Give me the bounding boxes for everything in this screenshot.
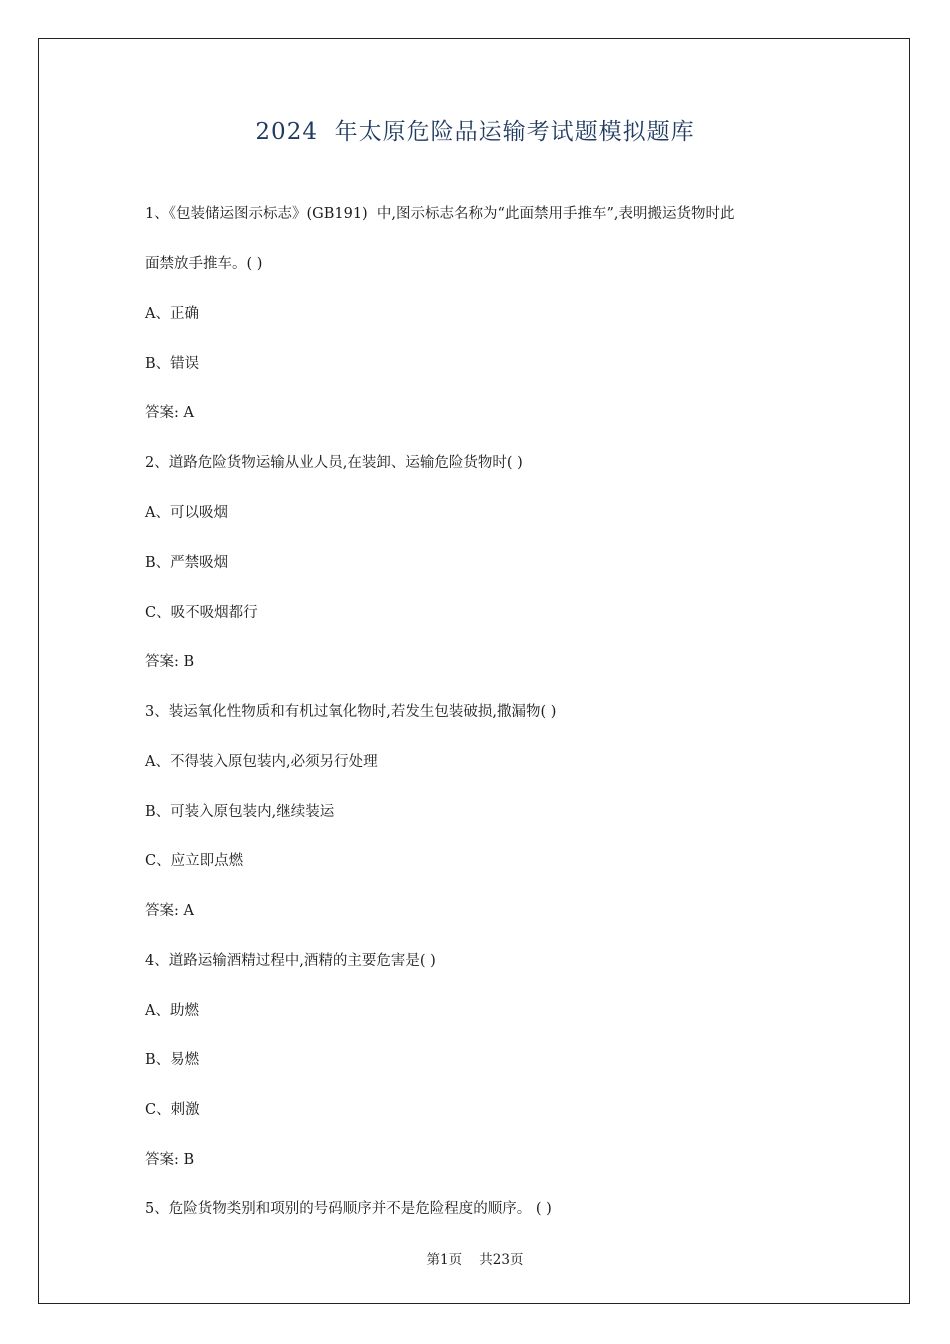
question-3-option-c: C、应立即点燃: [145, 853, 244, 869]
question-4-answer: 答案: B: [145, 1152, 195, 1168]
question-3-text: 3、装运氧化性物质和有机过氧化物时,若发生包装破损,撒漏物( ): [145, 704, 557, 720]
question-3-option-b: B、可装入原包装内,继续装运: [145, 804, 335, 820]
question-1-text-line-1: 1、《包装储运图示标志》(GB191) 中,图示标志名称为“此面禁用手推车”,表明搬运货物时此: [145, 206, 735, 222]
question-2-answer: 答案: B: [145, 654, 195, 670]
question-4-option-c: C、刺激: [145, 1102, 200, 1118]
question-1-option-a: A、正确: [145, 306, 199, 322]
question-2-option-b: B、严禁吸烟: [145, 555, 229, 571]
question-4-option-a: A、助燃: [145, 1003, 199, 1019]
question-1-answer: 答案: A: [145, 405, 194, 421]
question-2-text: 2、道路危险货物运输从业人员,在装卸、运输危险货物时( ): [145, 455, 523, 471]
question-3-option-a: A、不得装入原包装内,必须另行处理: [145, 754, 378, 770]
question-1-option-b: B、错误: [145, 356, 200, 372]
question-5-text: 5、危险货物类别和项别的号码顺序并不是危险程度的顺序。 ( ): [145, 1201, 552, 1217]
question-4-text: 4、道路运输酒精过程中,酒精的主要危害是( ): [145, 953, 436, 969]
question-4-option-b: B、易燃: [145, 1052, 200, 1068]
question-2-option-a: A、可以吸烟: [145, 505, 228, 521]
question-3-answer: 答案: A: [145, 903, 194, 919]
page-footer: 第1页 共23页: [426, 1252, 524, 1268]
question-1-text-line-2: 面禁放手推车。( ): [145, 256, 263, 272]
document-title: 2024 年太原危险品运输考试题模拟题库: [255, 119, 695, 145]
question-2-option-c: C、吸不吸烟都行: [145, 605, 258, 621]
